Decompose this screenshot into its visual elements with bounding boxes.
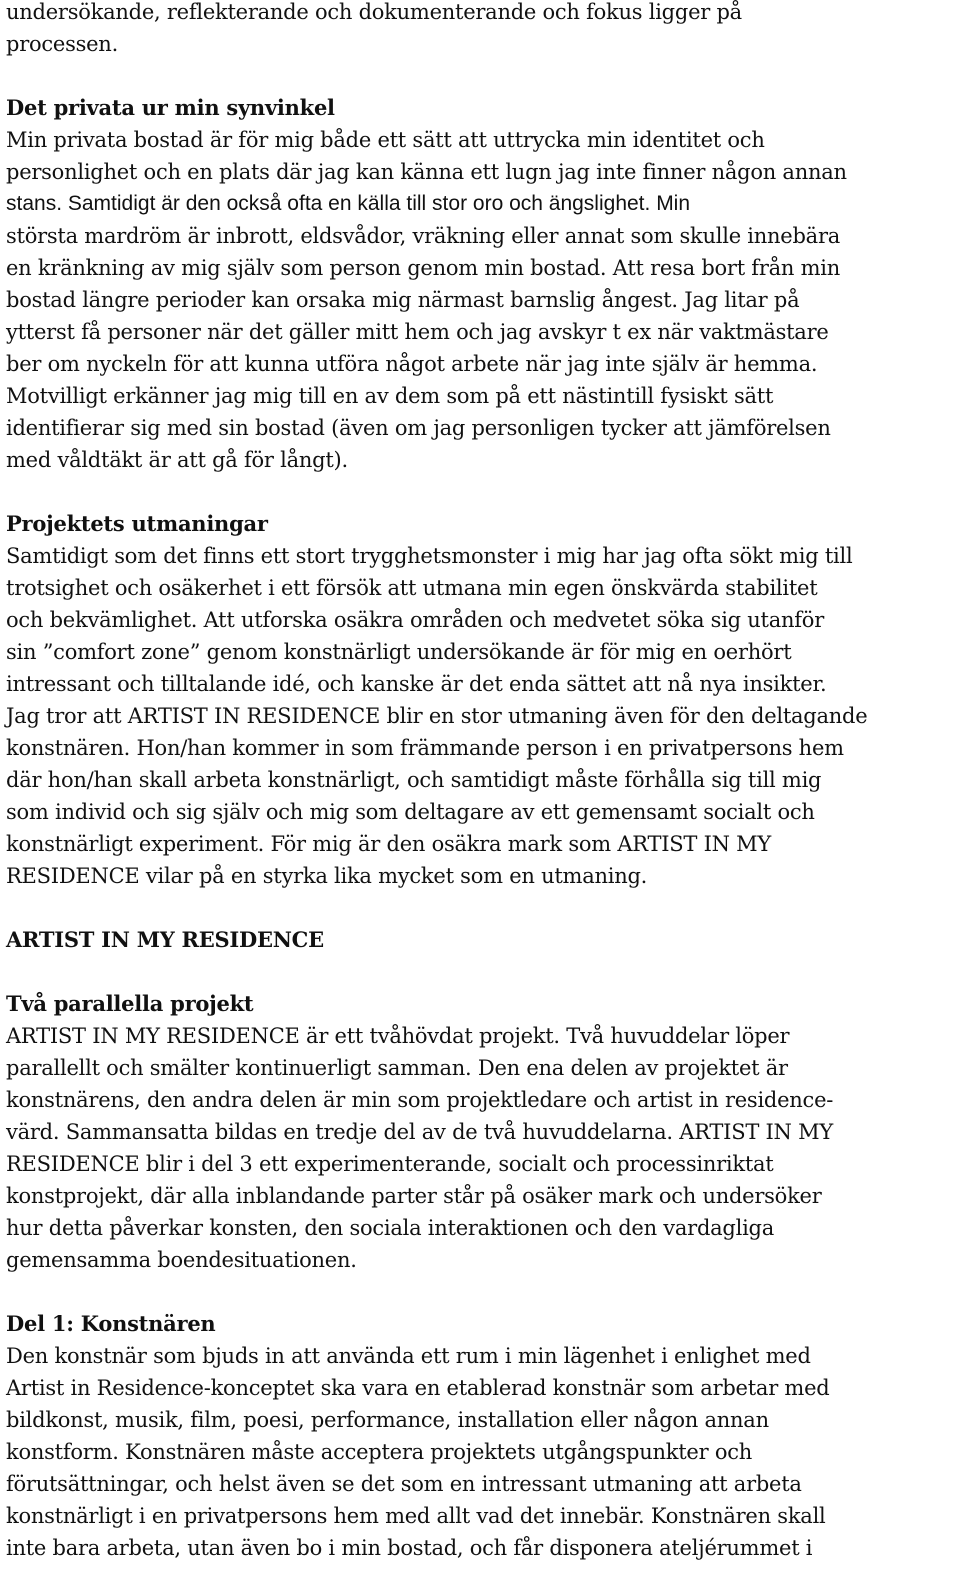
text-run: bostad längre perioder kan orsaka mig närmast barnslig ångest. <box>6 288 678 312</box>
text-line: konstform. Konstnären måste acceptera projektets utgångspunkter och <box>6 1440 753 1464</box>
text-line: och bekvämlighet. Att utforska osäkra områden och medvetet söka sig utanför <box>6 608 824 632</box>
text-line: Min privata bostad är för mig både ett sätt att uttrycka min identitet och <box>6 128 765 152</box>
section-parallel <box>6 988 954 1276</box>
text-line: RESIDENCE vilar på en styrka lika mycket som en utmaning. <box>6 864 648 888</box>
text-line <box>6 252 954 284</box>
text-line: konstprojekt, där alla inblandande parter står på osäker mark och undersöker <box>6 1184 822 1208</box>
intro-paragraph <box>6 0 954 60</box>
text-line <box>6 188 954 220</box>
text-line: där hon/han skall arbeta konstnärligt, och samtidigt måste förhålla sig till mig <box>6 768 822 792</box>
section-artist <box>6 1308 954 1564</box>
text-line: förutsättningar, och helst även se det som en intressant utmaning att arbeta <box>6 1472 802 1496</box>
section-heading: Det privata ur min synvinkel <box>6 95 335 120</box>
text-line: identifierar sig med sin bostad (även om jag personligen tycker att jämförelsen <box>6 416 831 440</box>
text-line: RESIDENCE blir i del 3 ett experimenterande, socialt och processinriktat <box>6 1152 774 1176</box>
text-line: värd. Sammansatta bildas en tredje del av de två huvuddelarna. ARTIST IN MY <box>6 1120 833 1144</box>
text-run: Min <box>650 192 691 215</box>
section-heading: Del 1: Konstnären <box>6 1311 216 1336</box>
section-private <box>6 92 954 476</box>
text-line: undersökande, reflekterande och dokumenterande och fokus ligger på <box>6 0 742 24</box>
text-line: Samtidigt som det finns ett stort trygghetsmonster i mig har jag ofta sökt mig till <box>6 544 853 568</box>
text-line: ber om nyckeln för att kunna utföra något arbete när jag inte själv är hemma. <box>6 352 818 376</box>
document-title: ARTIST IN MY RESIDENCE <box>6 927 324 952</box>
text-line: parallellt och smälter kontinuerligt samman. Den ena delen av projektet är <box>6 1056 788 1080</box>
text-line: Jag tror att ARTIST IN RESIDENCE blir en stor utmaning även för den deltagande <box>6 704 868 728</box>
text-run: stans. Samtidigt är den också ofta en källa till stor oro och ängslighet. <box>6 192 651 215</box>
text-line: konstnärligt experiment. För mig är den osäkra mark som ARTIST IN MY <box>6 832 772 856</box>
text-run: Att resa bort från min <box>606 256 840 280</box>
text-run: en kränkning av mig själv som person genom min bostad. <box>6 256 607 280</box>
text-line: personlighet och en plats där jag kan känna ett lugn jag inte finner någon annan <box>6 160 847 184</box>
text-line: ytterst få personer när det gäller mitt hem och jag avskyr t ex när vaktmästare <box>6 320 829 344</box>
text-line: med våldtäkt är att gå för långt). <box>6 448 348 472</box>
text-line: största mardröm är inbrott, eldsvådor, vräkning eller annat som skulle innebära <box>6 224 841 248</box>
text-line: Den konstnär som bjuds in att använda ett rum i min lägenhet i enlighet med <box>6 1344 811 1368</box>
text-line: konstnärens, den andra delen är min som projektledare och artist in residence- <box>6 1088 834 1112</box>
text-line: trotsighet och osäkerhet i ett försök att utmana min egen önskvärda stabilitet <box>6 576 818 600</box>
text-line: Artist in Residence-konceptet ska vara en etablerad konstnär som arbetar med <box>6 1376 830 1400</box>
section-heading: Projektets utmaningar <box>6 511 268 536</box>
text-line: som individ och sig själv och mig som deltagare av ett gemensamt socialt och <box>6 800 815 824</box>
text-line: konstnären. Hon/han kommer in som främmande person i en privatpersons hem <box>6 736 844 760</box>
text-line: konstnärligt i en privatpersons hem med allt vad det innebär. Konstnären skall <box>6 1504 826 1528</box>
text-line: hur detta påverkar konsten, den sociala interaktionen och den vardagliga <box>6 1216 775 1240</box>
text-line: inte bara arbeta, utan även bo i min bostad, och får disponera ateljérummet i <box>6 1536 813 1560</box>
document-page <box>6 0 954 1564</box>
text-line: bildkonst, musik, film, poesi, performance, installation eller någon annan <box>6 1408 769 1432</box>
text-run: Jag litar på <box>677 288 800 312</box>
section-heading: Två parallella projekt <box>6 991 254 1016</box>
text-line: ARTIST IN MY RESIDENCE är ett tvåhövdat projekt. Två huvuddelar löper <box>6 1024 790 1048</box>
text-line: gemensamma boendesituationen. <box>6 1248 357 1272</box>
text-line: Motvilligt erkänner jag mig till en av dem som på ett nästintill fysiskt sätt <box>6 384 774 408</box>
text-line: intressant och tilltalande idé, och kanske är det enda sättet att nå nya insikter. <box>6 672 827 696</box>
section-challenges <box>6 508 954 892</box>
text-line: processen. <box>6 32 118 56</box>
text-line: sin ”comfort zone” genom konstnärligt undersökande är för mig en oerhört <box>6 640 792 664</box>
text-line <box>6 284 954 316</box>
